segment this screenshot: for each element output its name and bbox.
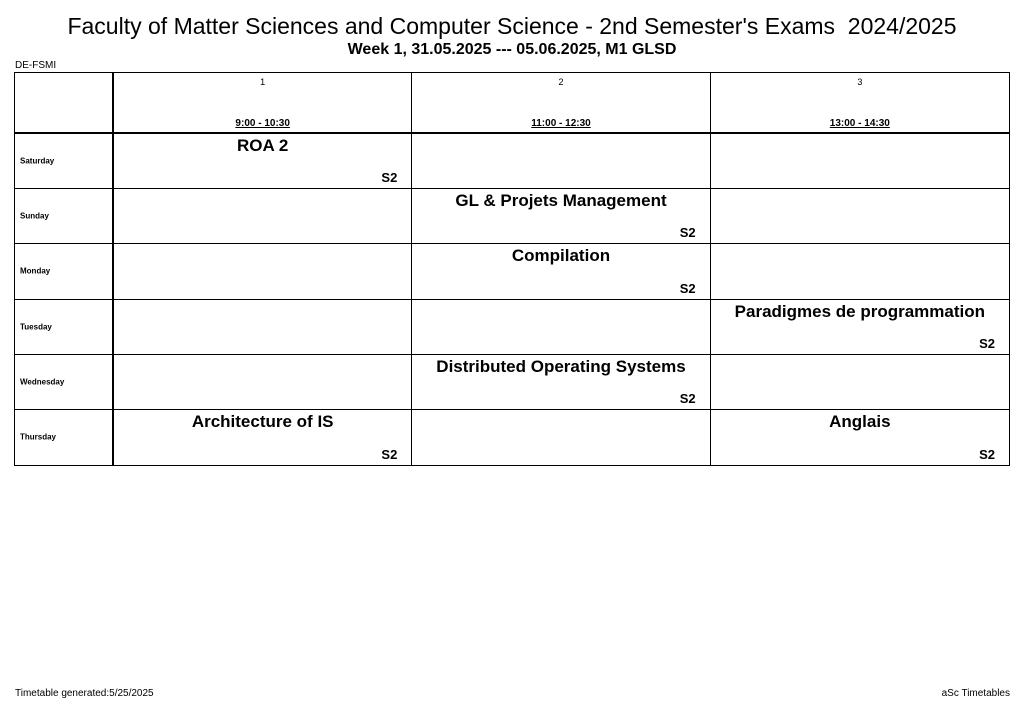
exam-slot [114,189,412,244]
day-cell-tuesday [15,300,114,355]
period-time: 13:00 - 14:30 [829,118,890,129]
exam-slot [412,134,710,189]
exam-slot [114,410,412,465]
page-subtitle: Week 1, 31.05.2025 --- 05.06.2025, M1 GLSD [347,41,677,58]
exam-slot [412,244,710,299]
exam-subject: Compilation [511,246,611,266]
generated-date: Timetable generated:5/25/2025 [15,688,154,699]
exam-room: S2 [679,280,696,296]
exam-slot [711,244,1009,299]
exam-subject: GL & Projets Management [455,191,667,211]
exam-subject: Architecture of IS [191,411,334,431]
corner-cell [15,73,114,134]
day-label: Thursday [20,432,57,442]
exam-subject: Distributed Operating Systems [436,356,686,376]
school-code: DE-FSMI [15,60,57,71]
period-number: 1 [260,77,266,87]
exam-slot [114,134,412,189]
exam-slot [711,355,1009,410]
exam-slot [114,300,412,355]
exam-slot [711,300,1009,355]
exam-room: S2 [381,170,398,186]
exam-subject: Paradigmes de programmation [734,301,985,321]
exam-slot [711,134,1009,189]
exam-room: S2 [381,447,398,462]
day-label: Monday [20,266,51,276]
exam-slot [711,410,1009,465]
period-header-3 [711,73,1009,134]
day-label: Tuesday [20,322,52,332]
exam-slot [114,244,412,299]
day-cell-thursday [15,410,114,465]
exam-slot [114,355,412,410]
exam-room: S2 [979,447,995,462]
day-cell-wednesday [15,355,114,410]
exam-room: S2 [979,335,995,351]
period-header-2 [412,73,710,134]
day-label: Wednesday [20,377,65,387]
day-cell-sunday [15,189,114,244]
day-label: Sunday [20,211,49,221]
exam-slot [711,189,1009,244]
exam-subject: Anglais [829,411,891,431]
period-time: 11:00 - 12:30 [531,118,591,129]
exam-slot [412,189,710,244]
timetable-grid [14,72,1010,466]
day-cell-saturday [15,134,114,189]
day-cell-monday [15,244,114,299]
period-time: 9:00 - 10:30 [235,118,290,129]
period-number: 2 [558,77,564,87]
exam-room: S2 [679,390,696,406]
exam-room: S2 [679,225,696,241]
page-title: Faculty of Matter Sciences and Computer Science - 2nd Semester's Exams 2024/2025 [67,13,957,39]
software-credit: aSc Timetables [941,688,1010,699]
period-header-1 [114,73,412,134]
period-number: 3 [857,77,863,87]
exam-slot [412,300,710,355]
exam-subject: ROA 2 [237,136,289,155]
day-label: Saturday [20,156,55,166]
exam-slot [412,355,710,410]
exam-slot [412,410,710,465]
